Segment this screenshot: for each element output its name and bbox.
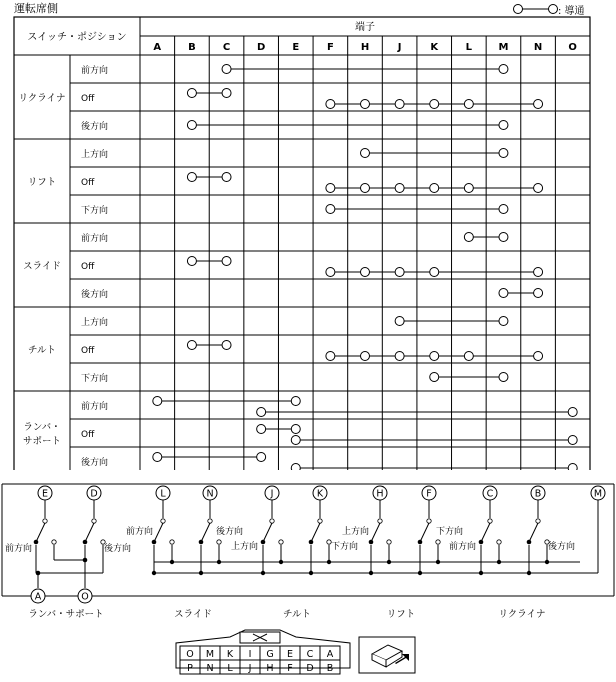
group-name: ランバ・	[23, 422, 61, 433]
position-label: Off	[81, 94, 95, 104]
terminal-label: C	[486, 488, 494, 500]
cavity-label: B	[326, 663, 334, 674]
position-label: 後方向	[81, 122, 109, 132]
group-name: リフト	[27, 177, 57, 188]
terminal-label: O	[81, 591, 89, 603]
position-label: Off	[81, 262, 95, 272]
terminal-label: D	[90, 488, 98, 500]
direction-label: 上方向	[342, 527, 370, 537]
terminal-header: K	[430, 42, 439, 53]
cavity-label: A	[326, 649, 334, 660]
terminal-header: E	[292, 42, 300, 53]
direction-label: 後方向	[104, 544, 132, 554]
group-name: スライド	[23, 261, 61, 272]
terminal-header: L	[465, 42, 473, 53]
terminal-header: O	[568, 42, 577, 53]
position-label: 前方向	[81, 402, 109, 412]
position-label: 前方向	[81, 66, 109, 76]
terminal-label: B	[534, 488, 542, 500]
group-caption: ランバ・サポート	[28, 609, 104, 620]
terminal-label: N	[206, 488, 214, 500]
cavity-label: N	[206, 663, 214, 674]
position-label: 下方向	[81, 206, 109, 216]
cavity-label: F	[287, 663, 293, 674]
terminal-label: H	[376, 488, 384, 500]
direction-label: 前方向	[449, 542, 477, 552]
group-name: リクライナ	[18, 93, 66, 104]
terminal-header: J	[397, 42, 402, 53]
cavity-label: L	[227, 663, 233, 674]
terminal-label: A	[34, 591, 42, 603]
cavity-label: D	[306, 663, 314, 674]
terminal-label: E	[41, 488, 49, 500]
position-label: 後方向	[81, 458, 109, 468]
position-header: スイッチ・ポジション	[27, 32, 127, 43]
group-caption: リフト	[386, 609, 416, 620]
terminal-header: B	[188, 42, 196, 53]
group-name: チルト	[27, 345, 57, 356]
position-label: 後方向	[81, 290, 109, 300]
terminal-header: D	[256, 42, 266, 53]
cavity-label: M	[205, 649, 215, 660]
direction-label: 下方向	[436, 527, 464, 537]
direction-label: 後方向	[216, 527, 244, 537]
terminal-header: N	[533, 42, 543, 53]
terminal-label: F	[426, 488, 432, 500]
terminal-header: M	[498, 42, 509, 53]
terminal-header: F	[326, 42, 334, 53]
cavity-label: C	[306, 649, 314, 660]
cavity-label: P	[187, 663, 193, 674]
cavity-label: K	[226, 649, 234, 660]
terminal-label: J	[270, 488, 274, 500]
position-label: Off	[81, 346, 95, 356]
cavity-label: E	[286, 649, 294, 660]
group-caption: スライド	[174, 609, 212, 620]
group-name: サポート	[22, 436, 62, 447]
terminal-group-header: 端子	[355, 22, 375, 33]
group-caption: チルト	[282, 609, 312, 620]
direction-label: 前方向	[126, 527, 154, 537]
direction-label: 上方向	[231, 542, 259, 552]
legend-label: : 導通	[558, 6, 585, 17]
direction-label: 前方向	[5, 544, 33, 554]
connector-latch-mark	[253, 634, 267, 641]
cavity-label: G	[266, 649, 274, 660]
terminal-label: K	[316, 488, 324, 500]
terminal-label: M	[593, 488, 603, 500]
cavity-label: J	[248, 663, 252, 674]
terminal-header: C	[222, 42, 231, 53]
position-label: Off	[81, 430, 95, 440]
terminal-header: A	[153, 42, 162, 53]
position-label: 上方向	[81, 150, 109, 160]
page-title: 運転席側	[14, 2, 58, 15]
cavity-label: I	[248, 649, 252, 660]
terminal-label: L	[160, 488, 166, 500]
direction-label: 下方向	[331, 542, 359, 552]
direction-label: 後方向	[548, 542, 576, 552]
cavity-label: H	[266, 663, 274, 674]
position-label: 前方向	[81, 234, 109, 244]
cavity-label: O	[186, 649, 194, 660]
position-label: 下方向	[81, 374, 109, 384]
group-caption: リクライナ	[498, 609, 546, 620]
position-label: Off	[81, 178, 95, 188]
terminal-header: H	[360, 42, 370, 53]
position-label: 上方向	[81, 318, 109, 328]
